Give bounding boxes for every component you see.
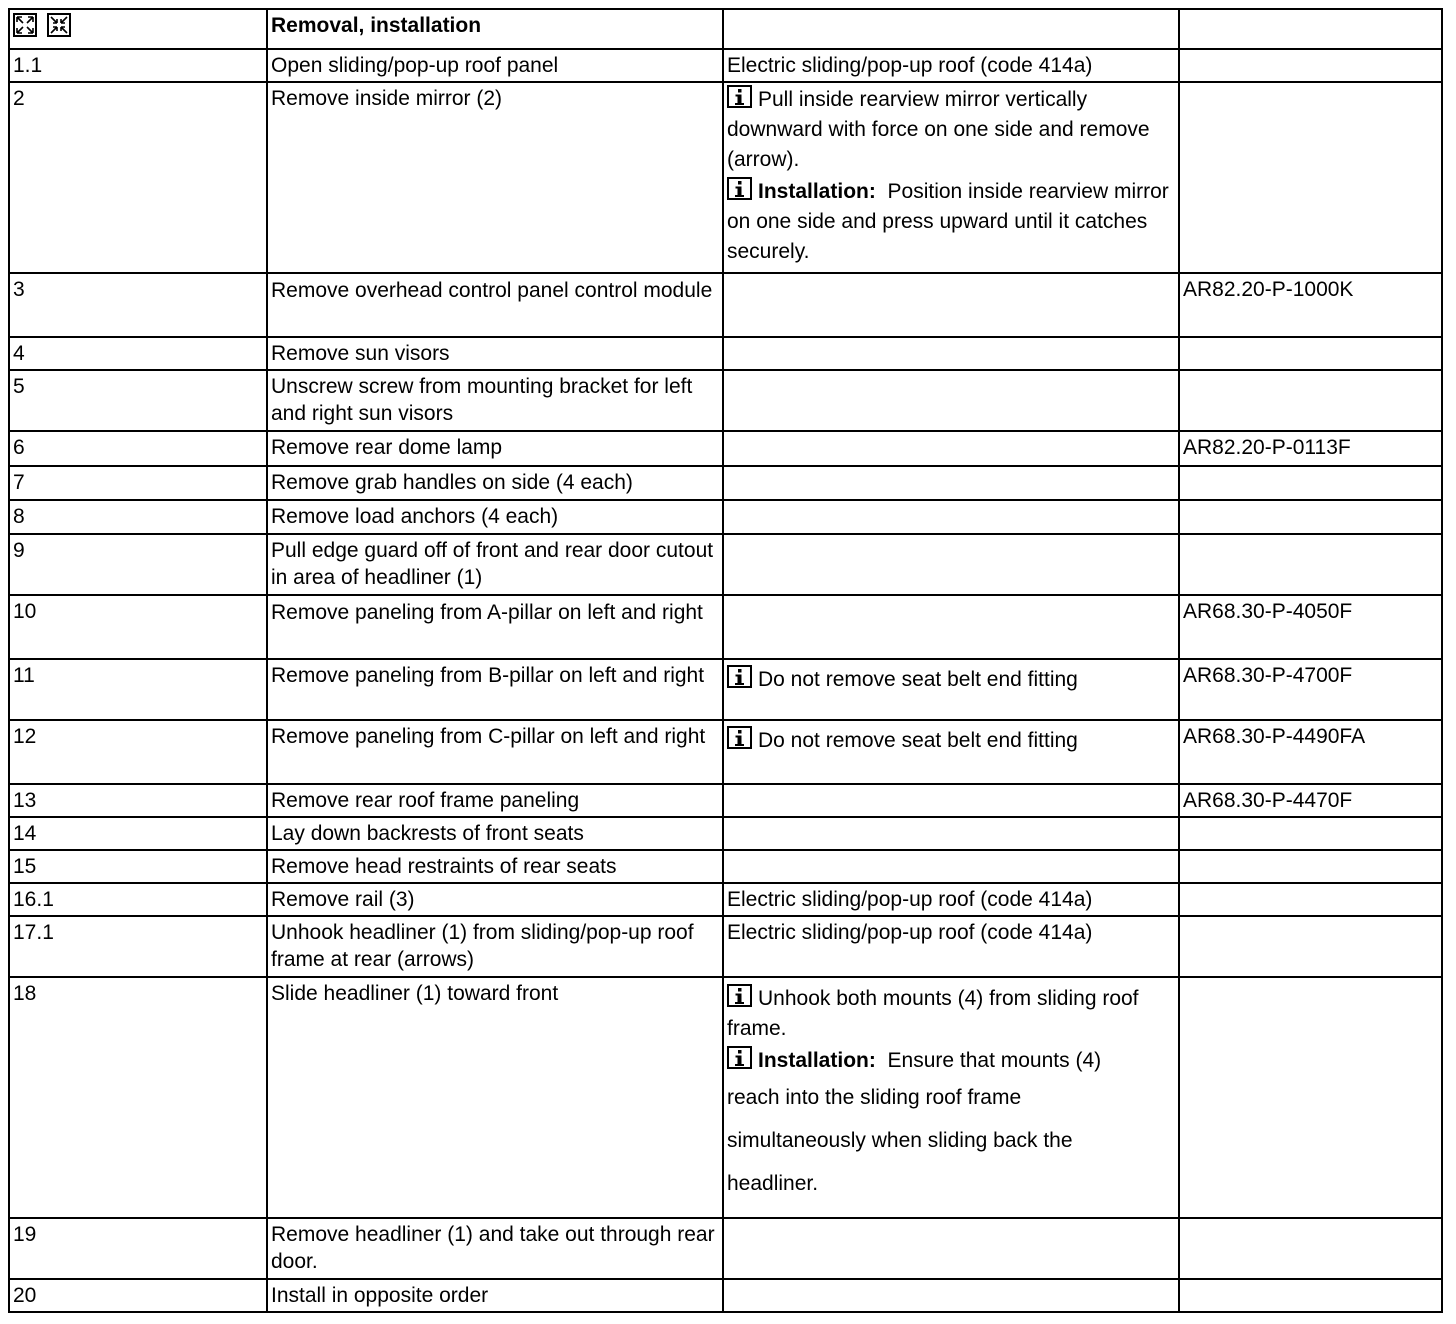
step-ref[interactable] <box>1178 465 1443 499</box>
step-action: Open sliding/pop-up roof panel <box>266 48 722 81</box>
step-action: Remove paneling from B-pillar on left and right <box>266 658 722 719</box>
table-row <box>8 48 1443 81</box>
step-action: Remove head restraints of rear seats <box>266 849 722 882</box>
table-row <box>8 594 1443 658</box>
step-number: 4 <box>8 336 266 369</box>
step-note <box>722 849 1178 882</box>
step-ref[interactable] <box>1178 882 1443 915</box>
info-text: Unhook both mounts (4) from sliding roof frame. <box>727 987 1139 1040</box>
step-note: Electric sliding/pop-up roof (code 414a) <box>722 915 1178 976</box>
step-number: 5 <box>8 369 266 430</box>
step-action: Unscrew screw from mounting bracket for left and right sun visors <box>266 369 722 430</box>
step-ref[interactable] <box>1178 48 1443 81</box>
info-text: Do not remove seat belt end fitting <box>758 668 1078 691</box>
step-ref[interactable]: AR82.20-P-0113F <box>1178 430 1443 465</box>
step-note <box>722 533 1178 594</box>
step-action: Remove overhead control panel control module <box>266 272 722 336</box>
step-action: Remove sun visors <box>266 336 722 369</box>
table-header-row <box>8 8 1443 48</box>
step-action: Install in opposite order <box>266 1278 722 1313</box>
step-action: Lay down backrests of front seats <box>266 816 722 849</box>
step-number: 12 <box>8 719 266 783</box>
header-title: Removal, installation <box>266 8 722 48</box>
table-row <box>8 465 1443 499</box>
info-icon <box>727 1046 752 1069</box>
step-ref[interactable]: AR68.30-P-4490FA <box>1178 719 1443 783</box>
collapse-icon[interactable] <box>47 13 71 37</box>
step-note <box>722 976 1178 1217</box>
step-number: 8 <box>8 499 266 533</box>
step-action: Remove rear dome lamp <box>266 430 722 465</box>
step-note <box>722 658 1178 719</box>
header-ref-cell <box>1178 8 1443 48</box>
step-ref[interactable] <box>1178 369 1443 430</box>
installation-label: Installation: <box>758 180 876 203</box>
step-note <box>722 336 1178 369</box>
step-note <box>722 816 1178 849</box>
step-ref[interactable] <box>1178 816 1443 849</box>
step-number: 2 <box>8 81 266 272</box>
step-ref[interactable]: AR82.20-P-1000K <box>1178 272 1443 336</box>
step-action: Pull edge guard off of front and rear door cutout in area of headliner (1) <box>266 533 722 594</box>
step-ref[interactable] <box>1178 81 1443 272</box>
step-ref[interactable]: AR68.30-P-4700F <box>1178 658 1443 719</box>
table-row <box>8 1278 1443 1313</box>
info-icon <box>727 726 752 749</box>
expand-icon[interactable] <box>13 13 37 37</box>
step-action: Remove paneling from A-pillar on left and right <box>266 594 722 658</box>
installation-text-continued: reach into the sliding roof frame <box>727 1086 1022 1109</box>
info-icon <box>727 177 752 200</box>
info-text: Pull inside rearview mirror vertically downward with force on one side and remove (arrow). <box>727 88 1150 171</box>
step-note <box>722 594 1178 658</box>
installation-label: Installation: <box>758 1049 876 1072</box>
step-number: 14 <box>8 816 266 849</box>
table-row <box>8 719 1443 783</box>
step-action: Remove paneling from C-pillar on left and right <box>266 719 722 783</box>
installation-text: Position inside rearview mirror on one side and press upward until it catches securely. <box>727 180 1169 263</box>
installation-text: Ensure that mounts (4) <box>887 1049 1102 1072</box>
step-ref[interactable] <box>1178 533 1443 594</box>
step-note <box>722 81 1178 272</box>
step-note <box>722 1278 1178 1313</box>
step-ref[interactable] <box>1178 1217 1443 1278</box>
table-row <box>8 369 1443 430</box>
step-ref[interactable]: AR68.30-P-4050F <box>1178 594 1443 658</box>
installation-text-continued: simultaneously when sliding back the <box>727 1129 1073 1152</box>
info-icon <box>727 85 752 108</box>
table-row <box>8 816 1443 849</box>
table-row <box>8 783 1443 816</box>
step-action: Remove headliner (1) and take out through rear door. <box>266 1217 722 1278</box>
step-ref[interactable] <box>1178 1278 1443 1313</box>
step-action: Unhook headliner (1) from sliding/pop-up roof frame at rear (arrows) <box>266 915 722 976</box>
step-note <box>722 719 1178 783</box>
step-ref[interactable] <box>1178 499 1443 533</box>
table-row <box>8 272 1443 336</box>
header-note-cell <box>722 8 1178 48</box>
info-text: Do not remove seat belt end fitting <box>758 729 1078 752</box>
header-icons-cell <box>8 8 266 48</box>
step-ref[interactable]: AR68.30-P-4470F <box>1178 783 1443 816</box>
table-row <box>8 1217 1443 1278</box>
step-note <box>722 465 1178 499</box>
step-number: 15 <box>8 849 266 882</box>
step-ref[interactable] <box>1178 849 1443 882</box>
step-action: Remove grab handles on side (4 each) <box>266 465 722 499</box>
table-row <box>8 336 1443 369</box>
step-number: 13 <box>8 783 266 816</box>
step-number: 7 <box>8 465 266 499</box>
step-note <box>722 499 1178 533</box>
step-note <box>722 783 1178 816</box>
table-row <box>8 976 1443 1217</box>
table-row <box>8 81 1443 272</box>
table-row <box>8 882 1443 915</box>
step-note: Electric sliding/pop-up roof (code 414a) <box>722 48 1178 81</box>
step-note <box>722 1217 1178 1278</box>
step-number: 18 <box>8 976 266 1217</box>
table-row <box>8 658 1443 719</box>
table-row <box>8 849 1443 882</box>
info-icon <box>727 665 752 688</box>
step-action: Remove load anchors (4 each) <box>266 499 722 533</box>
step-number: 19 <box>8 1217 266 1278</box>
step-number: 9 <box>8 533 266 594</box>
installation-text-continued: headliner. <box>727 1172 819 1195</box>
step-action: Slide headliner (1) toward front <box>266 976 722 1217</box>
step-number: 10 <box>8 594 266 658</box>
step-ref[interactable] <box>1178 915 1443 976</box>
step-number: 1.1 <box>8 48 266 81</box>
step-number: 11 <box>8 658 266 719</box>
procedure-table <box>8 8 1443 1313</box>
step-action: Remove inside mirror (2) <box>266 81 722 272</box>
step-note <box>722 430 1178 465</box>
table-row <box>8 430 1443 465</box>
step-note <box>722 272 1178 336</box>
step-number: 17.1 <box>8 915 266 976</box>
step-action: Remove rail (3) <box>266 882 722 915</box>
step-note <box>722 369 1178 430</box>
step-ref[interactable] <box>1178 976 1443 1217</box>
step-action: Remove rear roof frame paneling <box>266 783 722 816</box>
step-number: 16.1 <box>8 882 266 915</box>
table-row <box>8 499 1443 533</box>
step-number: 20 <box>8 1278 266 1313</box>
step-ref[interactable] <box>1178 336 1443 369</box>
step-note: Electric sliding/pop-up roof (code 414a) <box>722 882 1178 915</box>
info-icon <box>727 984 752 1007</box>
step-number: 3 <box>8 272 266 336</box>
table-row <box>8 533 1443 594</box>
step-number: 6 <box>8 430 266 465</box>
table-row <box>8 915 1443 976</box>
